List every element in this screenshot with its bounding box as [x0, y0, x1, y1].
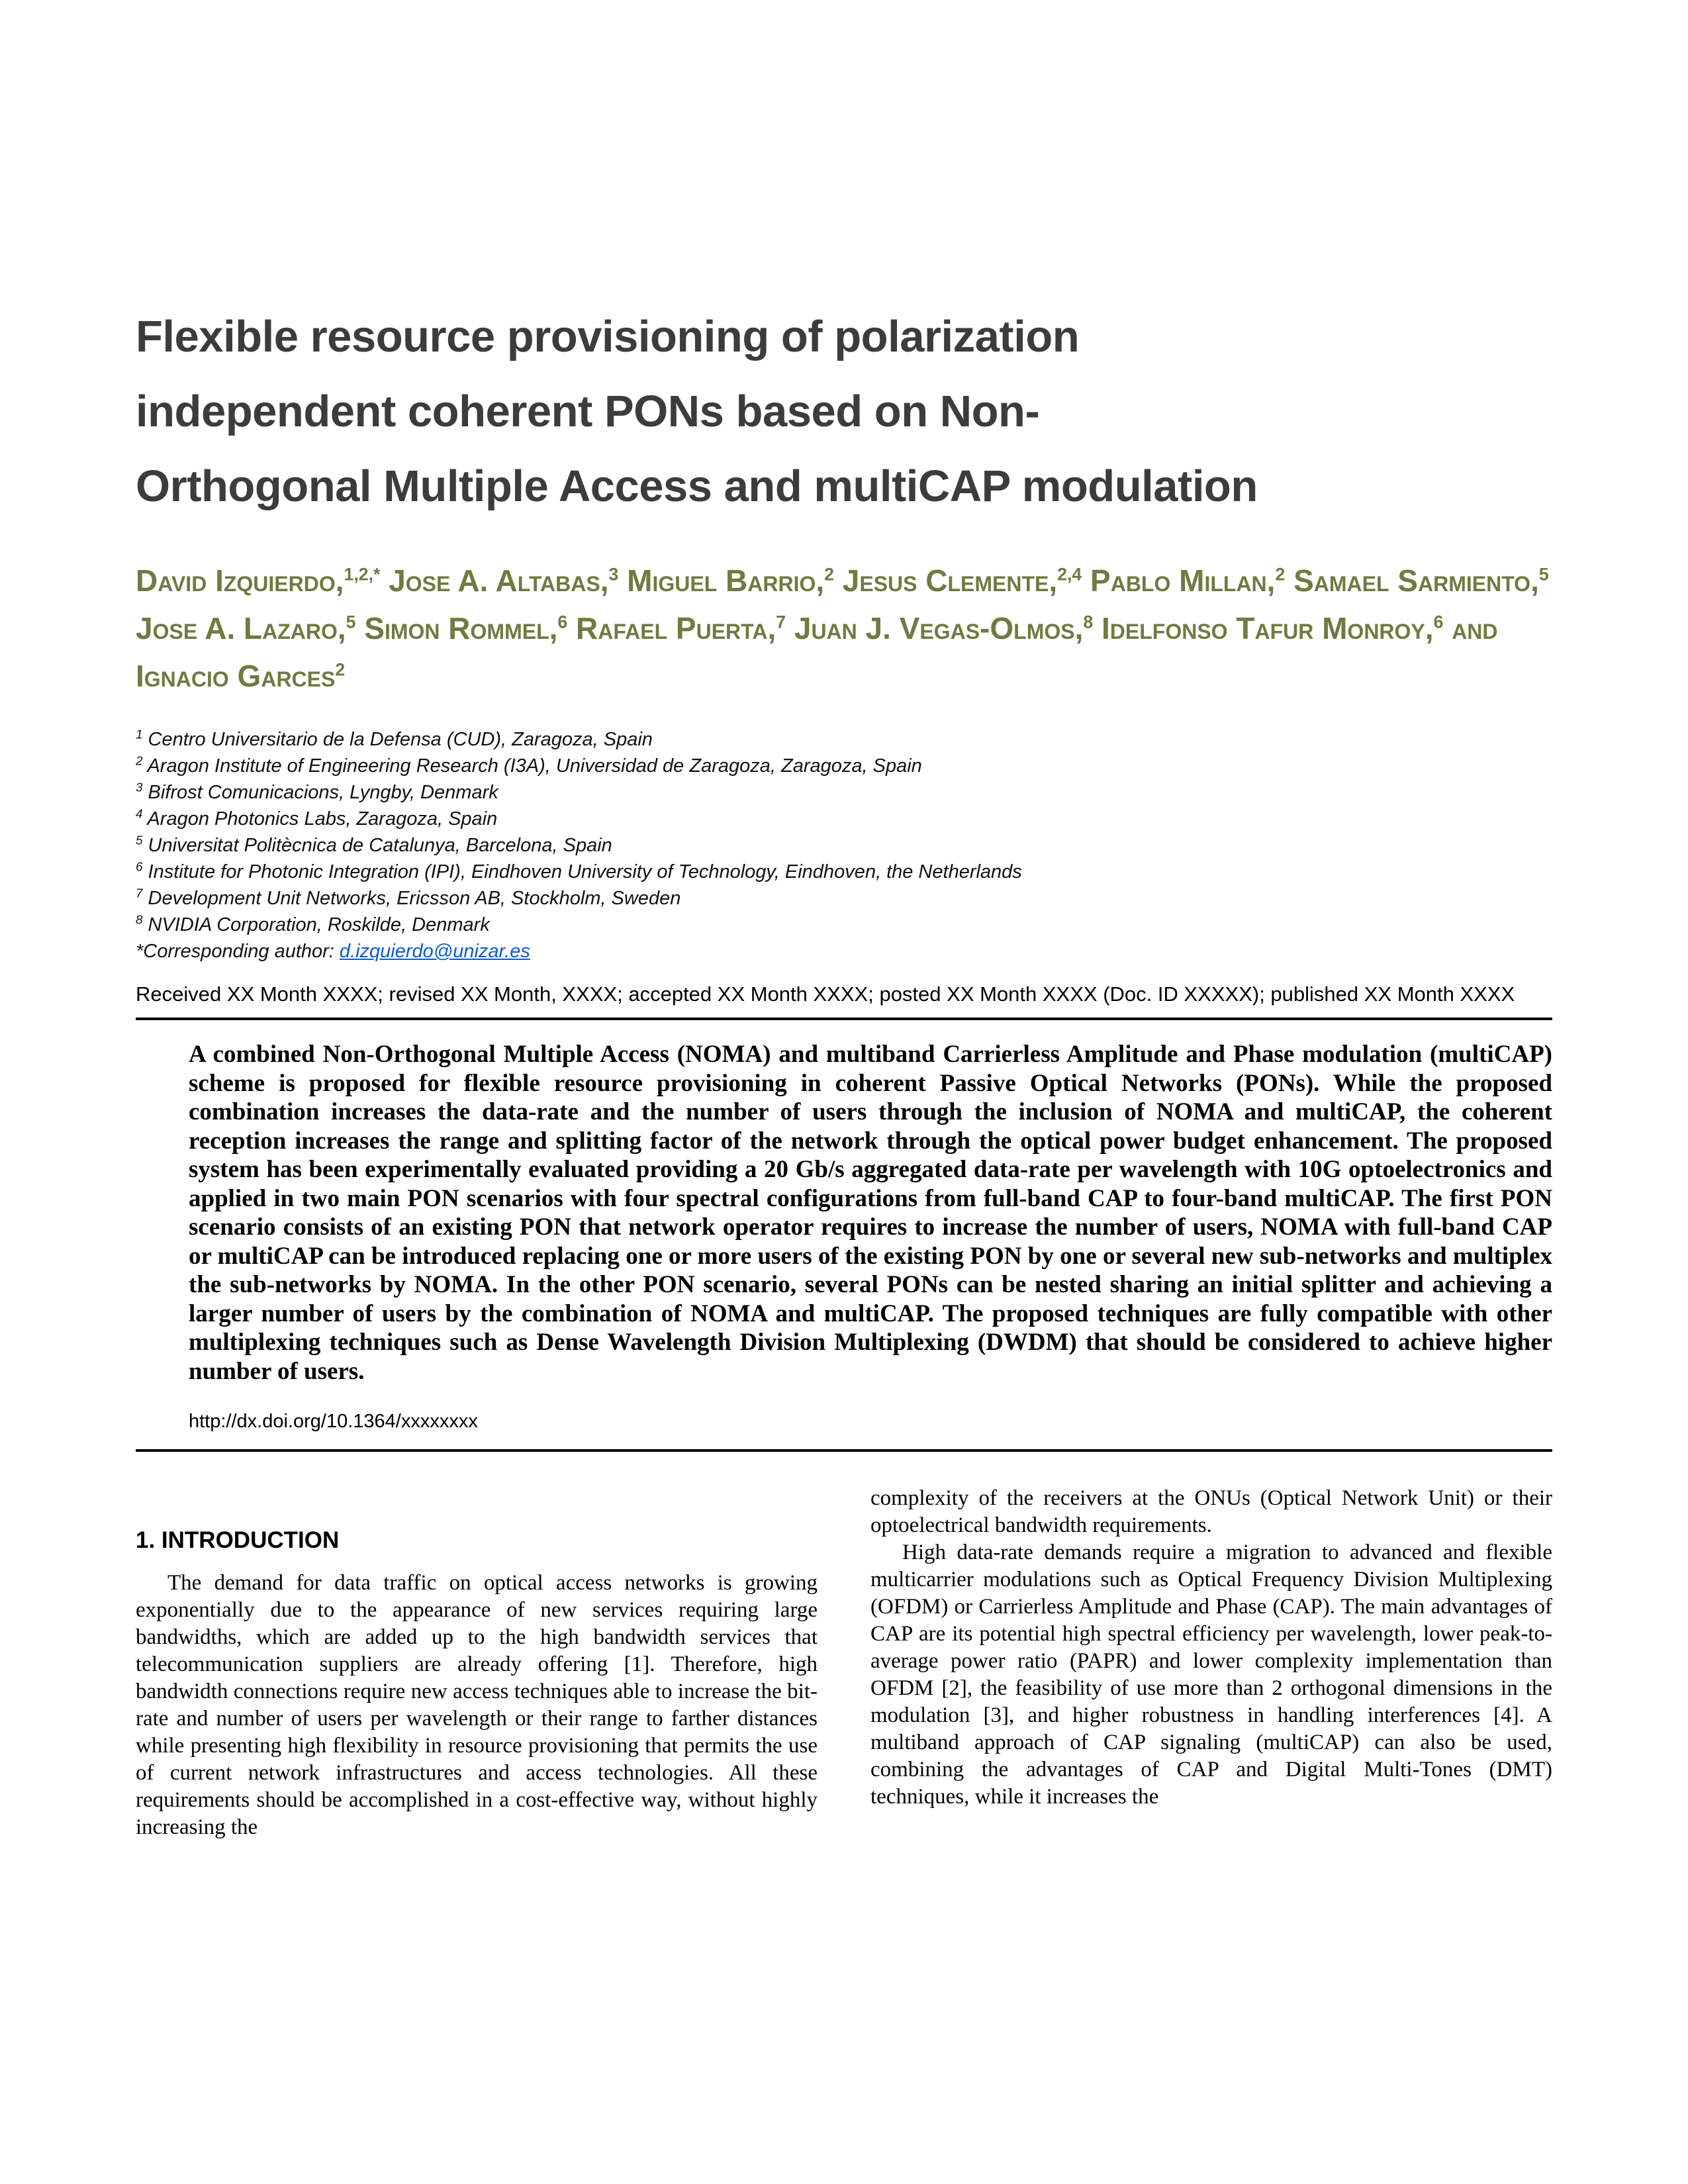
author-name: Simon Rommel,$^6$	[364, 611, 568, 645]
doi-text: http://dx.doi.org/10.1364/xxxxxxxx	[189, 1411, 478, 1432]
author-name: Jesus Clemente,$^{2,4}$	[842, 563, 1082, 598]
affiliation-list	[136, 726, 1552, 938]
affiliation-line: $^3$ Bifrost Comunicacions, Lyngby, Denmark	[136, 780, 498, 803]
affiliation-line: $^7$ Development Unit Networks, Ericsson AB, Stockholm, Sweden	[136, 886, 681, 909]
corresponding-email-link[interactable]: d.izquierdo@unizar.es	[339, 941, 530, 962]
author-name: Jose A. Lazaro,$^5$	[136, 611, 356, 645]
body-columns	[136, 1485, 1552, 1841]
author-conjunction: and	[1452, 611, 1498, 645]
title-line-2: independent coherent PONs based on Non-	[136, 387, 1040, 436]
author-name: Idelfonso Tafur Monroy,$^6$	[1102, 611, 1444, 645]
author-list	[136, 557, 1552, 700]
author-name: Jose A. Altabas,$^3$	[389, 563, 619, 598]
section-heading-introduction: 1. INTRODUCTION	[136, 1527, 340, 1553]
intro-paragraph-left: The demand for data traffic on optical access networks is growing exponentially due to the appearance of new services requiring large bandwidths, which are added up to the high bandwidth services that telecommunication suppliers are already offering [1]. Therefore, high bandwidth connections require new access techniques able to increase the bit-rate and number of users per wavelength or their range to farther distances while presenting high flexibility in resource provisioning that permits the use of current network infrastructures and access technologies. All these requirements should be accomplished in a cost-effective way, without highly increasing the	[136, 1571, 818, 1839]
affiliation-line: $^1$ Centro Universitario de la Defensa (CUD), Zaragoza, Spain	[136, 727, 653, 750]
affiliation-line: $^4$ Aragon Photonics Labs, Zaragoza, Spain	[136, 806, 498, 830]
abstract-text: A combined Non-Orthogonal Multiple Access (NOMA) and multiband Carrierless Amplitude and Phase modulation (multiCAP) scheme is proposed for flexible resource provisioning in coherent Passive Optical Networks (PONs). While the proposed combination increases the data-rate and the number of users through the inclusion of NOMA and multiCAP, the coherent reception increases the range and splitting factor of the network through the optical power budget enhancement. The proposed system has been experimentally evaluated providing a 20 Gb/s aggregated data-rate per wavelength with 10G optoelectronics and applied in two main PON scenarios with four spectral configurations from full-band CAP to four-band multiCAP. The first PON scenario consists of an existing PON that network operator requires to increase the number of users, NOMA with full-band CAP or multiCAP can be introduced replacing one or more users of the existing PON by one or several new sub-networks and multiplex the sub-networks by NOMA. In the other PON scenario, several PONs can be nested sharing an initial splitter and achieving a larger number of users by the combination of NOMA and multiCAP. The proposed techniques are fully compatible with other multiplexing techniques such as Dense Wavelength Division Multiplexing (DWDM) that should be considered to achieve higher number of users.	[189, 1041, 1552, 1385]
author-name: Miguel Barrio,$^2$	[627, 563, 834, 598]
divider-bottom	[136, 1449, 1552, 1452]
corresponding-author-prefix: *Corresponding author:	[136, 941, 340, 962]
received-line: Received XX Month XXXX; revised XX Month, XXXX; accepted XX Month XXXX; posted XX Month XXXX (Doc. ID XXXXX); published XX Month XXXX	[136, 982, 1515, 1006]
title-line-3: Orthogonal Multiple Access and multiCAP modulation	[136, 461, 1258, 511]
intro-paragraph-2: High data-rate demands require a migration to advanced and flexible multicarrier modulations such as Optical Frequency Division Multiplexing (OFDM) or Carrierless Amplitude and Phase (CAP). The main advantages of CAP are its potential high spectral efficiency per wavelength, lower peak-to-average power ratio (PAPR) and lower complexity implementation than OFDM [2], the feasibility of use more than 2 orthogonal dimensions in the modulation [3], and higher robustness in handling interferences [4]. A multiband approach of CAP signaling (multiCAP) can also be used, combining the advantages of CAP and Digital Multi-Tones (DMT) techniques, while it increases the	[870, 1541, 1552, 1809]
corresponding-author-line	[136, 938, 1552, 965]
intro-paragraph-continuation: complexity of the receivers at the ONUs (Optical Network Unit) or their optoelectrical bandwidth requirements.	[870, 1486, 1552, 1537]
affiliation-line: $^5$ Universitat Politècnica de Catalunya, Barcelona, Spain	[136, 833, 612, 856]
affiliation-line: $^8$ NVIDIA Corporation, Roskilde, Denmark	[136, 912, 490, 935]
author-name: Samael Sarmiento,$^5$	[1293, 563, 1549, 598]
author-name: Rafael Puerta,$^7$	[576, 611, 786, 645]
affiliation-line: $^2$ Aragon Institute of Engineering Research (I3A), Universidad de Zaragoza, Zaragoza, Spain	[136, 753, 922, 777]
affiliation-line: $^6$ Institute for Photonic Integration (IPI), Eindhoven University of Technology, Eindhoven, the Netherlands	[136, 859, 1022, 882]
divider-top	[136, 1018, 1552, 1020]
column-right	[870, 1485, 1552, 1841]
author-name: David Izquierdo,$^{1,2,*}$	[136, 563, 381, 598]
column-left	[136, 1485, 818, 1841]
author-name: Pablo Millan,$^2$	[1090, 563, 1286, 598]
paper-title	[136, 299, 1552, 524]
author-name: Juan J. Vegas-Olmos,$^8$	[794, 611, 1094, 645]
title-line-1: Flexible resource provisioning of polarization	[136, 312, 1080, 361]
author-name: Ignacio Garces$^2$	[136, 659, 346, 693]
